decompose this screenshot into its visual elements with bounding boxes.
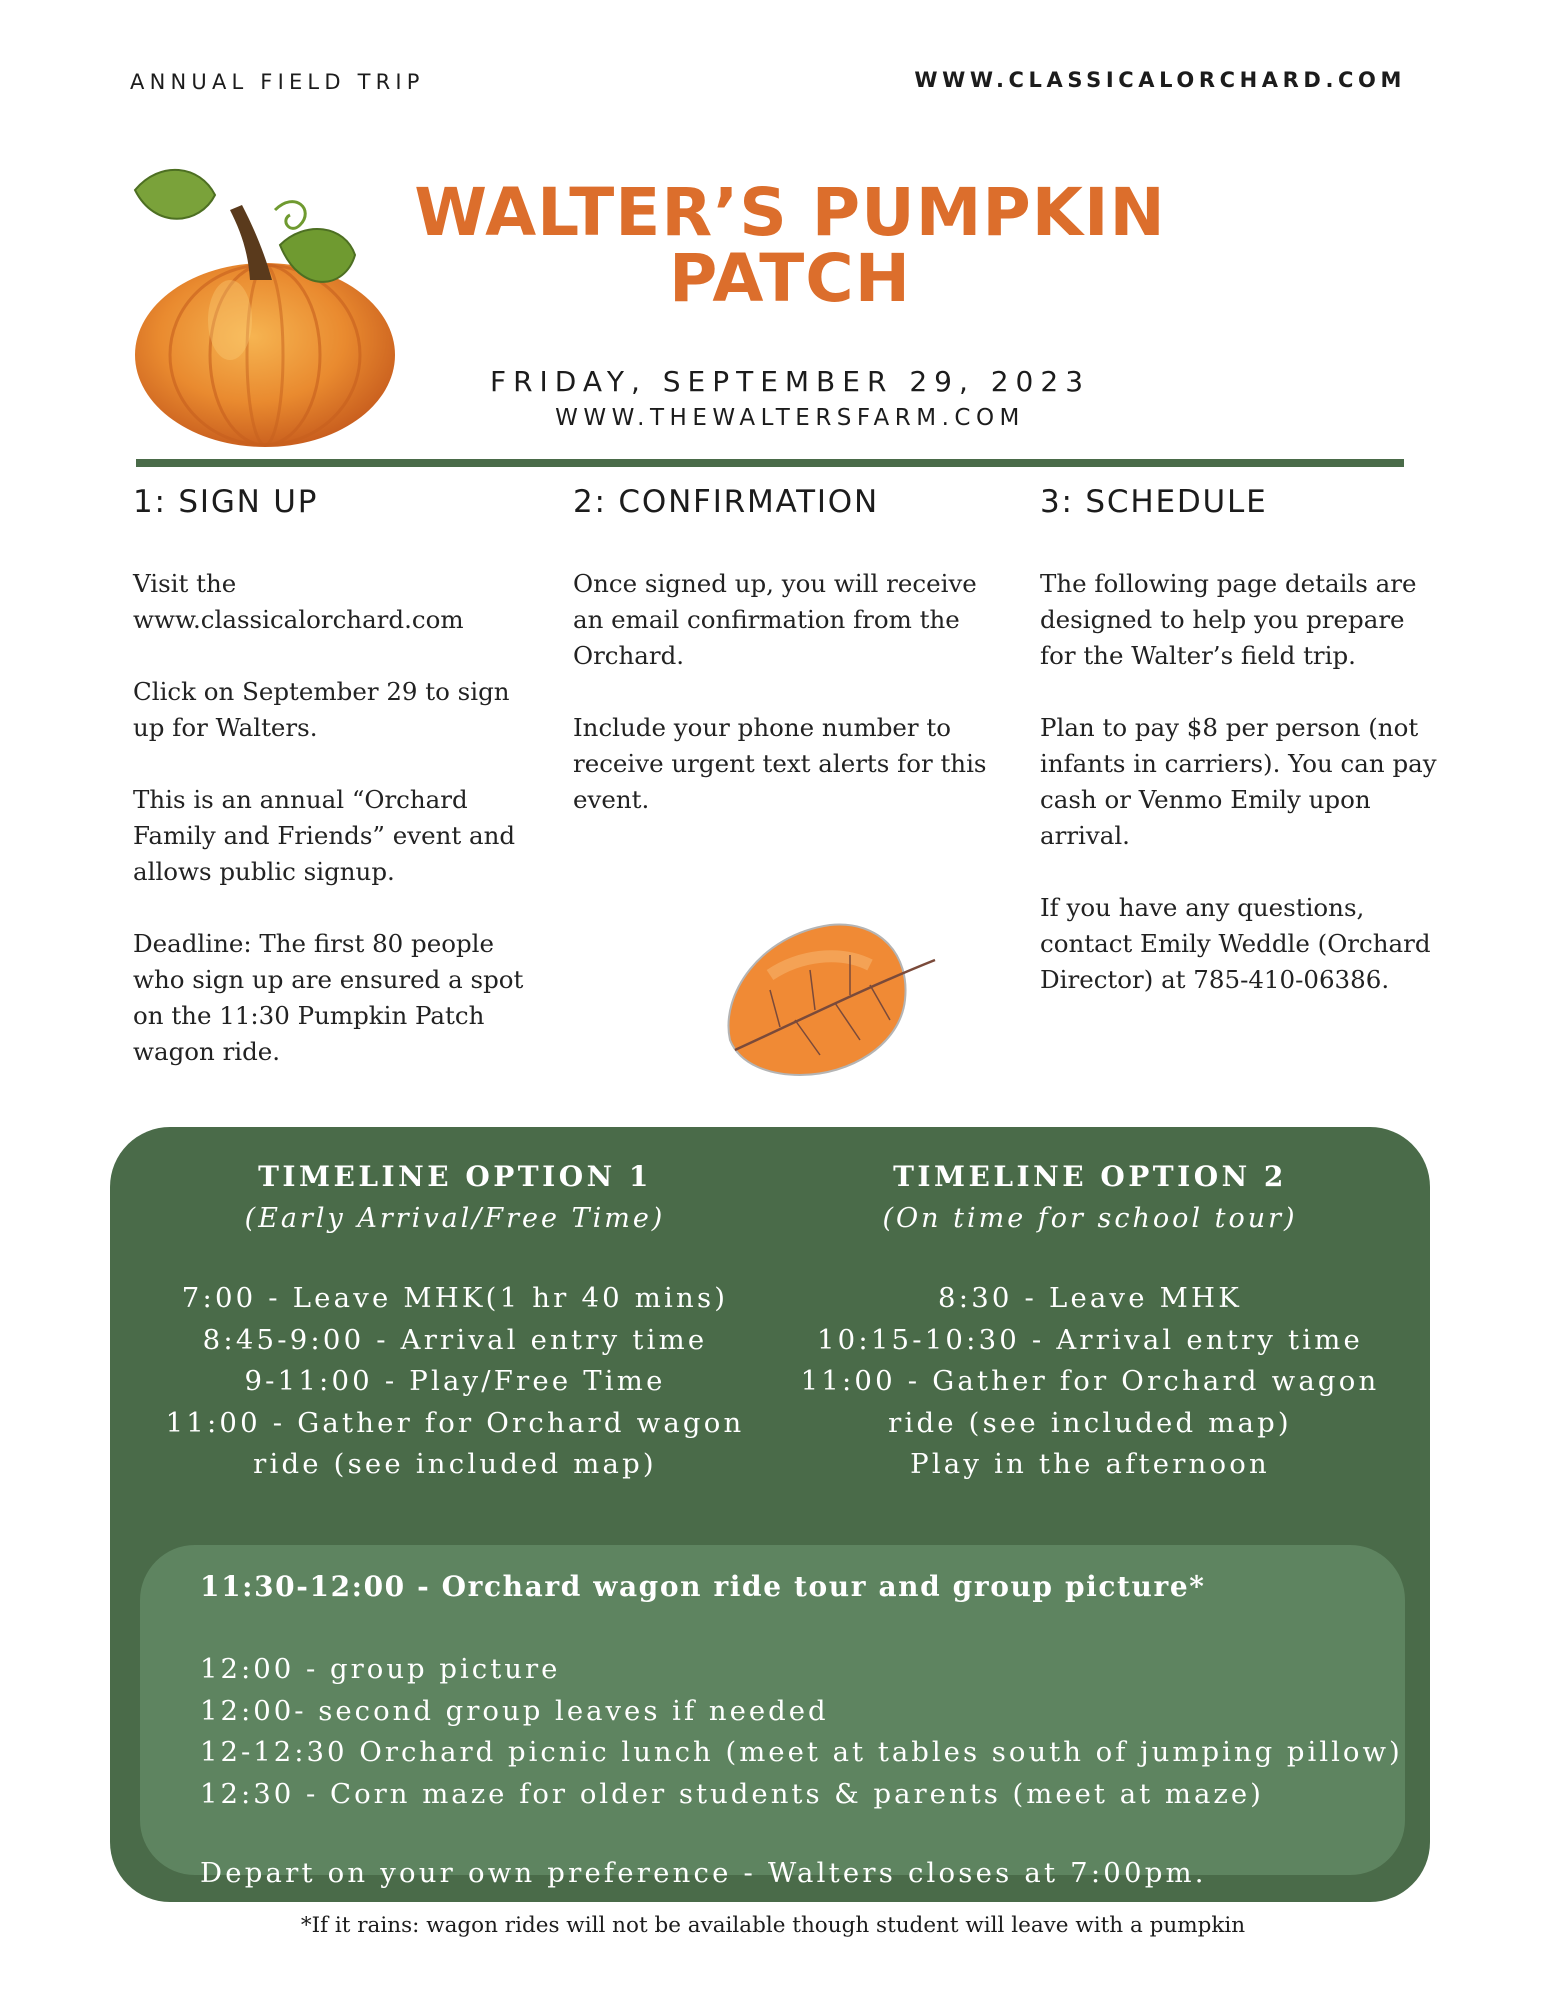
sign-up-heading: 1: SIGN UP bbox=[133, 484, 319, 520]
header-website-link[interactable]: WWW.CLASSICALORCHARD.COM bbox=[914, 68, 1406, 92]
sign-up-paragraph: Visit the www.classicalorchard.com bbox=[133, 569, 464, 634]
schedule-heading: 3: SCHEDULE bbox=[1040, 484, 1268, 520]
timeline-item: ride (see included map) bbox=[253, 1448, 657, 1480]
schedule-item: 12:00- second group leaves if needed bbox=[200, 1694, 829, 1727]
timeline-item: 8:30 - Leave MHK bbox=[938, 1282, 1242, 1314]
page-title bbox=[380, 174, 1200, 317]
timeline-option-2 bbox=[780, 1160, 1400, 1486]
section-divider bbox=[136, 459, 1404, 467]
timeline-option-2-heading: TIMELINE OPTION 2 bbox=[893, 1160, 1287, 1193]
schedule-paragraph: The following page details are designed to help you prepare for the Walter’s field trip. bbox=[1040, 569, 1417, 670]
timeline-option-1 bbox=[160, 1160, 750, 1486]
schedule-item: 12:00 - group picture bbox=[200, 1653, 561, 1685]
confirmation-paragraph: Once signed up, you will receive an email confirmation from the Orchard. bbox=[573, 569, 977, 670]
title-line-2: PATCH bbox=[669, 240, 911, 317]
schedule-item: 12:30 - Corn maze for older students & parents (meet at maze) bbox=[200, 1777, 1264, 1810]
confirmation-heading: 2: CONFIRMATION bbox=[573, 484, 879, 520]
timeline-option-1-items bbox=[160, 1278, 750, 1486]
timeline-item: 9-11:00 - Play/Free Time bbox=[244, 1365, 666, 1397]
timeline-item: 11:00 - Gather for Orchard wagon bbox=[800, 1365, 1380, 1397]
shared-schedule-heading: 11:30-12:00 - Orchard wagon ride tour and group picture* bbox=[200, 1570, 1206, 1603]
schedule-column bbox=[1040, 566, 1440, 1034]
timeline-item: 11:00 - Gather for Orchard wagon bbox=[165, 1406, 745, 1439]
confirmation-paragraph: Include your phone number to receive urgent text alerts for this event. bbox=[573, 713, 987, 814]
schedule-paragraph: Plan to pay $8 per person (not infants in carriers). You can pay cash or Venmo Emily upon arrival. bbox=[1040, 713, 1437, 850]
timeline-option-2-subtitle: (On time for school tour) bbox=[882, 1203, 1298, 1234]
timeline-option-2-items bbox=[780, 1278, 1400, 1486]
timeline-item: ride (see included map) bbox=[888, 1406, 1292, 1439]
event-date: FRIDAY, SEPTEMBER 29, 2023 bbox=[489, 365, 1091, 398]
shared-schedule-items bbox=[200, 1649, 1420, 1815]
header-annual-field-trip: ANNUAL FIELD TRIP bbox=[130, 70, 425, 94]
event-website[interactable]: WWW.THEWALTERSFARM.COM bbox=[555, 405, 1025, 431]
timeline-item: 8:45-9:00 - Arrival entry time bbox=[202, 1323, 708, 1356]
rain-footnote: *If it rains: wagon rides will not be available though student will leave with a pumpkin bbox=[300, 1913, 1246, 1938]
autumn-leaf-illustration bbox=[710, 915, 940, 1080]
timeline-item: 7:00 - Leave MHK(1 hr 40 mins) bbox=[181, 1282, 729, 1314]
timeline-option-1-subtitle: (Early Arrival/Free Time) bbox=[244, 1203, 666, 1234]
schedule-paragraph: If you have any questions, contact Emily Weddle (Orchard Director) at 785-410-06386. bbox=[1040, 893, 1431, 994]
sign-up-paragraph: This is an annual “Orchard Family and Friends” event and allows public signup. bbox=[133, 785, 516, 886]
schedule-item: 12-12:30 Orchard picnic lunch (meet at tables south of jumping pillow) bbox=[200, 1736, 1403, 1768]
sign-up-paragraph: Deadline: The first 80 people who sign up are ensured a spot on the 11:30 Pumpkin Patch wagon ride. bbox=[133, 929, 524, 1066]
timeline-option-1-heading: TIMELINE OPTION 1 bbox=[258, 1160, 652, 1193]
pumpkin-illustration bbox=[130, 150, 400, 450]
departure-note: Depart on your own preference - Walters closes at 7:00pm. bbox=[200, 1857, 1207, 1889]
title-line-1: WALTER’S PUMPKIN bbox=[414, 174, 1166, 251]
timeline-item: 10:15-10:30 - Arrival entry time bbox=[816, 1323, 1364, 1356]
confirmation-column bbox=[573, 566, 993, 854]
shared-schedule bbox=[200, 1570, 1420, 1815]
timeline-item: Play in the afternoon bbox=[910, 1448, 1270, 1480]
sign-up-column bbox=[133, 566, 533, 1106]
sign-up-paragraph: Click on September 29 to sign up for Walters. bbox=[133, 677, 510, 742]
